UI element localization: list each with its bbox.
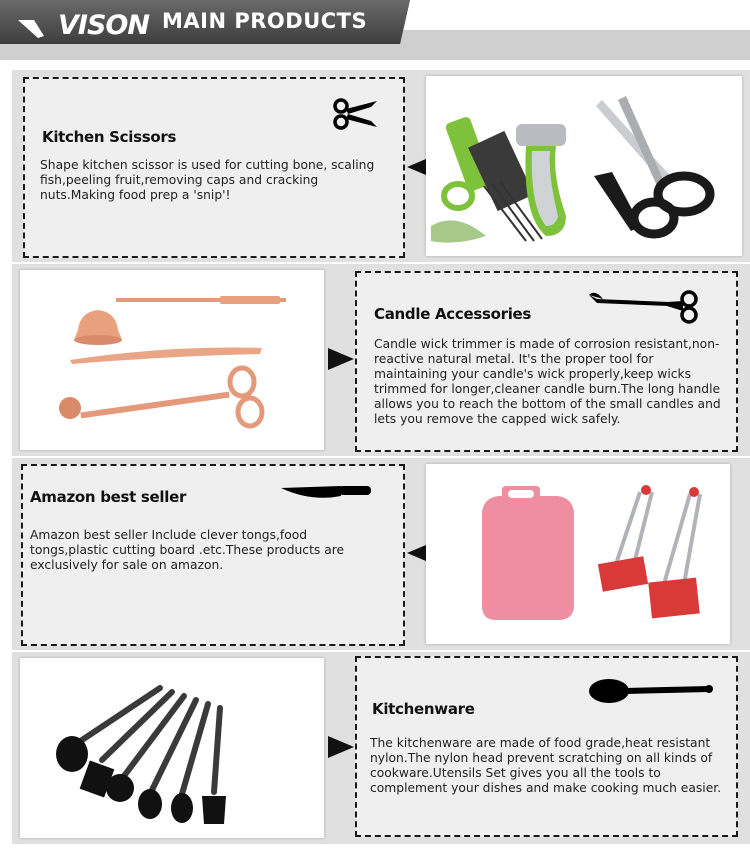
wick-trimmer-icon [589, 289, 707, 325]
section-candle-accessories [12, 264, 750, 456]
spoon-icon [589, 678, 715, 704]
knife-icon [281, 484, 373, 502]
section-title: Kitchenware [372, 700, 475, 718]
section-title: Amazon best seller [30, 488, 187, 506]
section-title: Candle Accessories [374, 305, 532, 323]
section-description: The kitchenware are made of food grade,heat resistant nylon.The nylon head prevent scratching on all kinds of cookware.Utensils Set gives you all the tools to complement your dishes and make cooking much easier. [370, 736, 722, 795]
section-description: Candle wick trimmer is made of corrosion resistant,non-reactive natural metal. It's the proper tool for maintaining your candle's wick properly,keep wicks trimmed for longer,cleaner candle burn.The long handle allows you to reach the bottom of the small candles and lets you remove the capped wick safely. [374, 337, 721, 426]
page-header [0, 0, 750, 60]
section-title: Kitchen Scissors [42, 128, 177, 146]
section-kitchen-scissors [12, 70, 750, 262]
section-description: Shape kitchen scissor is used for cutting bone, scaling fish,peeling fruit,removing caps and cracking nuts.Making food prep a 'snip'! [40, 158, 375, 202]
cutting-board-tongs-photo [426, 464, 730, 644]
candle-accessories-photo [20, 270, 324, 450]
section-amazon-best-seller [12, 458, 750, 650]
section-text-box [21, 464, 405, 646]
arrow-right-icon [328, 348, 354, 370]
section-text-box [355, 271, 738, 452]
utensils-set-photo [20, 658, 324, 838]
scissors-icon [331, 97, 379, 131]
page-title: MAIN PRODUCTS [162, 9, 368, 33]
section-text-box [355, 656, 738, 837]
section-text-box [23, 77, 405, 258]
arrow-right-icon [328, 736, 354, 758]
section-description: Amazon best seller Include clever tongs,food tongs,plastic cutting board .etc.These products are exclusively for sale on amazon. [30, 528, 345, 572]
section-kitchenware [12, 652, 750, 844]
kitchen-scissors-photo [426, 76, 742, 256]
brand-logo: VISON [58, 10, 149, 41]
